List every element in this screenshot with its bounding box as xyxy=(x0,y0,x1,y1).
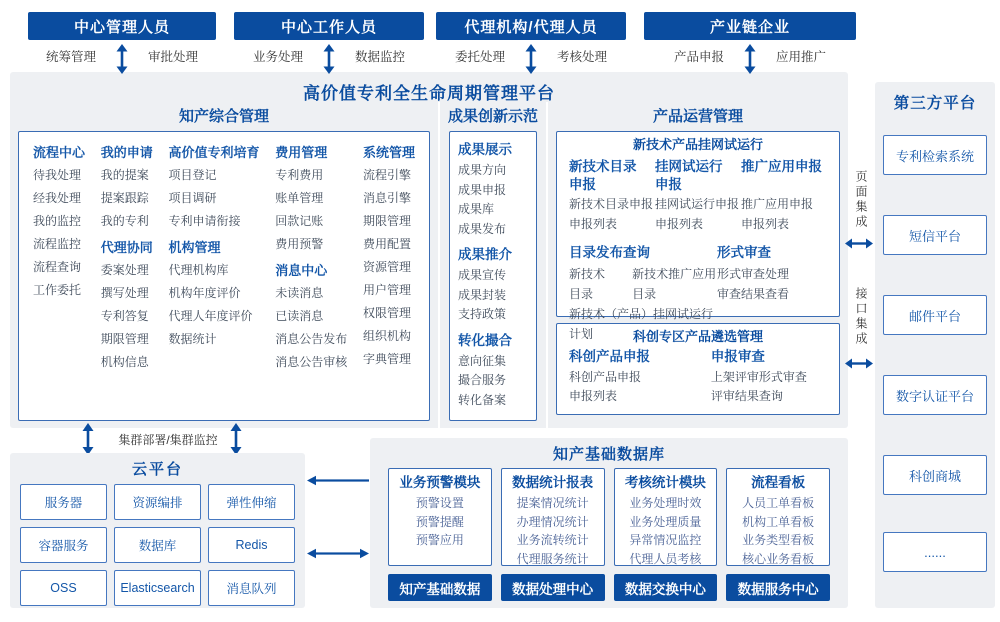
menu-item: 流程引擎 xyxy=(362,168,411,182)
menu-column xyxy=(33,138,85,414)
menu-item: 审查结果查看 xyxy=(717,287,790,301)
item-row xyxy=(569,264,717,304)
menu-group-header: 机构管理 xyxy=(168,240,221,255)
menu-group-header: 费用管理 xyxy=(275,145,328,160)
menu-group-header: 流程中心 xyxy=(33,145,86,160)
menu-group xyxy=(101,237,153,374)
menu-item: 账单管理 xyxy=(275,191,324,205)
cloud-module: 服务器 xyxy=(20,484,107,520)
menu-group xyxy=(168,237,259,351)
menu-group xyxy=(711,346,827,406)
menu-group xyxy=(741,156,827,234)
menu-item: 推广应用申报 xyxy=(741,197,814,211)
menu-item: 组织机构 xyxy=(362,329,411,343)
menu-item: 费用配置 xyxy=(362,237,411,251)
db-item: 预警应用 xyxy=(415,533,464,547)
actor-label: 考核处理 xyxy=(557,50,608,64)
cloud-grid xyxy=(10,479,305,606)
db-column xyxy=(388,468,492,601)
menu-group-header: 成果推介 xyxy=(458,247,512,262)
menu-item: 新技术目录申报 xyxy=(569,197,654,211)
menu-item: 我的监控 xyxy=(33,214,82,228)
menu-item: 成果申报 xyxy=(458,182,507,197)
db-item: 人员工单看板 xyxy=(742,496,815,510)
db-item: 提案情况统计 xyxy=(516,496,589,510)
achievement-box xyxy=(449,131,537,421)
menu-item: 字典管理 xyxy=(362,352,411,366)
api-integration-label: 接口集成 xyxy=(854,287,868,347)
actor-label: 数据监控 xyxy=(355,50,406,64)
menu-item: 专利申请衔接 xyxy=(168,214,241,228)
menu-item: 机构信息 xyxy=(100,355,149,369)
section-title: 产品运营管理 xyxy=(652,108,743,125)
cloud-module: 数据库 xyxy=(114,527,201,563)
db-item: 业务类型看板 xyxy=(742,533,815,547)
actor-label: 统筹管理 xyxy=(45,50,96,64)
menu-column xyxy=(363,138,415,414)
declare-groups xyxy=(557,156,839,234)
menu-group xyxy=(363,142,415,371)
menu-group xyxy=(569,346,711,406)
db-module-header: 考核统计模块 xyxy=(624,475,706,490)
section-product-operation xyxy=(546,102,848,428)
actor-center-managers xyxy=(28,12,216,65)
horizontal-double-arrow-icon xyxy=(845,237,873,250)
db-item: 核心业务看板 xyxy=(742,551,815,566)
cloud-module: Elasticsearch xyxy=(114,570,201,606)
cloud-module: 资源编排 xyxy=(114,484,201,520)
menu-group-header: 代理协同 xyxy=(100,240,153,255)
menu-group xyxy=(458,330,528,411)
actor-industry-enterprises xyxy=(644,12,856,65)
menu-item: 成果封装 xyxy=(458,287,507,302)
menu-item: 成果宣传 xyxy=(458,268,507,282)
menu-item: 工作委托 xyxy=(33,283,82,297)
cloud-module: OSS xyxy=(20,570,107,606)
platform-title: 高价值专利全生命周期管理平台 xyxy=(303,84,555,103)
menu-item: 回款记账 xyxy=(275,214,324,228)
actor-label: 委托处理 xyxy=(454,50,505,64)
menu-item: 我的专利 xyxy=(100,214,149,228)
menu-item: 代理人年度评价 xyxy=(168,309,253,323)
vertical-double-arrow-icon xyxy=(116,44,128,74)
db-footer-box: 数据交换中心 xyxy=(614,574,718,601)
menu-group xyxy=(655,156,741,234)
menu-item: 新技术（产品）挂网试运行计划 xyxy=(569,307,714,341)
menu-group-header: 形式审查 xyxy=(717,245,771,260)
db-module-box xyxy=(614,468,718,566)
third-party-box: 数字认证平台 xyxy=(883,375,987,415)
db-column xyxy=(614,468,718,601)
menu-item: 意向征集 xyxy=(458,353,507,368)
menu-item: 项目登记 xyxy=(168,168,217,182)
menu-group-header: 成果展示 xyxy=(458,142,512,157)
menu-item: 评审结果查询 xyxy=(710,389,783,403)
cloud-platform-title: 云平台 xyxy=(131,461,183,478)
horizontal-double-arrow-icon xyxy=(307,547,369,560)
menu-group xyxy=(33,142,85,302)
menu-item: 撮合服务 xyxy=(458,373,507,387)
db-footer-box: 数据处理中心 xyxy=(501,574,605,601)
menu-item: 已读消息 xyxy=(275,309,324,323)
db-item: 代理服务统计 xyxy=(516,551,589,566)
menu-item: 资源管理 xyxy=(362,260,411,274)
db-item: 业务流转统计 xyxy=(516,533,589,547)
sub-box-title: 新技术产品挂网试运行 xyxy=(632,137,763,152)
db-module-header: 流程看板 xyxy=(751,475,806,490)
actor-center-staff xyxy=(234,12,424,65)
menu-item: 申报列表 xyxy=(569,389,618,403)
menu-group-header: 消息中心 xyxy=(275,263,328,278)
actor-title: 中心管理人员 xyxy=(28,12,216,40)
menu-group-header: 高价值专利培育 xyxy=(168,145,260,160)
menu-group xyxy=(275,142,347,256)
menu-item: 流程查询 xyxy=(33,260,82,274)
menu-item: 新技术推广应用目录 xyxy=(632,267,717,301)
third-party-title: 第三方平台 xyxy=(893,95,977,112)
cloud-module: 容器服务 xyxy=(20,527,107,563)
menu-item: 消息公告发布 xyxy=(275,332,348,346)
menu-group-header: 系统管理 xyxy=(362,145,415,160)
platform-panel xyxy=(10,72,848,428)
menu-item: 数据统计 xyxy=(168,332,217,346)
menu-group-header: 推广应用申报 xyxy=(741,159,822,174)
menu-item: 消息引擎 xyxy=(362,191,411,205)
left-arrow-icon xyxy=(307,474,369,487)
menu-group xyxy=(101,142,153,233)
menu-item: 申报列表 xyxy=(655,217,704,231)
menu-item: 消息公告审核 xyxy=(275,355,348,369)
page-integration-label: 页面集成 xyxy=(854,170,868,230)
menu-item: 流程监控 xyxy=(33,237,82,251)
vertical-double-arrow-icon xyxy=(525,44,537,74)
actor-label: 应用推广 xyxy=(776,50,827,64)
db-footer-box: 知产基础数据 xyxy=(388,574,492,601)
platform-sections xyxy=(10,102,848,428)
actor-title: 产业链企业 xyxy=(644,12,856,40)
menu-item: 成果库 xyxy=(458,202,495,216)
menu-item: 提案跟踪 xyxy=(100,191,149,205)
db-item: 办理情况统计 xyxy=(516,514,589,529)
sub-box-title: 科创专区产品遴选管理 xyxy=(632,329,763,344)
menu-item: 支持政策 xyxy=(458,307,507,321)
cloud-module: 弹性伸缩 xyxy=(208,484,295,520)
menu-column xyxy=(275,138,347,414)
menu-item: 上架评审形式审查 xyxy=(710,370,807,384)
db-item: 机构工单看板 xyxy=(742,514,815,529)
cloud-module: Redis xyxy=(208,527,295,563)
menu-item: 挂网试运行申报 xyxy=(655,197,740,211)
menu-item: 权限管理 xyxy=(362,306,411,320)
menu-group-header: 新技术目录 申报 xyxy=(569,159,637,192)
menu-item: 科创产品申报 xyxy=(569,370,642,384)
menu-item: 未读消息 xyxy=(275,286,324,300)
db-column xyxy=(501,468,605,601)
menu-group-header: 目录发布查询 xyxy=(569,245,650,260)
cloud-module: 消息队列 xyxy=(208,570,295,606)
menu-item: 形式审查处理 xyxy=(717,267,790,281)
db-item: 代理人员考核 xyxy=(629,551,702,566)
db-column xyxy=(726,468,830,601)
menu-column xyxy=(101,138,153,414)
menu-group xyxy=(569,156,655,234)
vertical-double-arrow-icon xyxy=(82,423,94,455)
actor-agencies xyxy=(436,12,626,65)
db-module-box xyxy=(501,468,605,566)
menu-item: 我的提案 xyxy=(100,168,149,182)
db-item: 异常情况监控 xyxy=(629,533,702,547)
db-item: 预警设置 xyxy=(415,496,464,510)
db-module-box xyxy=(388,468,492,566)
db-item: 业务处理质量 xyxy=(629,514,702,529)
db-item: 预警提醒 xyxy=(415,514,464,529)
menu-group-header: 转化撮合 xyxy=(458,332,512,348)
third-party-box: 短信平台 xyxy=(883,215,987,255)
actor-label: 业务处理 xyxy=(252,50,303,64)
third-party-box: 科创商城 xyxy=(883,455,987,495)
third-party-box: 邮件平台 xyxy=(883,295,987,335)
vertical-double-arrow-icon xyxy=(323,44,335,74)
menu-item: 申报列表 xyxy=(569,217,618,231)
actor-title: 中心工作人员 xyxy=(234,12,424,40)
section-title: 知产综合管理 xyxy=(178,108,269,125)
menu-group-header: 申报审查 xyxy=(710,349,765,364)
ip-management-box xyxy=(18,131,430,421)
menu-column xyxy=(168,138,259,414)
menu-group-header: 我的申请 xyxy=(100,145,153,160)
ip-database-title: 知产基础数据库 xyxy=(552,446,665,463)
selection-groups xyxy=(557,346,839,406)
db-module-header: 业务预警模块 xyxy=(399,475,481,490)
ip-database-panel xyxy=(370,438,848,608)
menu-item: 成果发布 xyxy=(458,221,507,236)
cloud-platform-panel xyxy=(10,453,305,608)
vertical-double-arrow-icon xyxy=(230,423,242,455)
actor-label: 产品申报 xyxy=(673,50,724,64)
db-module-header: 数据统计报表 xyxy=(512,475,594,490)
menu-item: 转化备案 xyxy=(458,392,507,407)
menu-item: 机构年度评价 xyxy=(168,286,241,300)
section-achievement-innovation xyxy=(438,102,546,428)
db-module-box xyxy=(726,468,830,566)
menu-item: 期限管理 xyxy=(100,332,149,346)
menu-group xyxy=(458,244,528,325)
menu-item: 专利费用 xyxy=(275,168,324,182)
third-party-panel xyxy=(875,82,995,608)
menu-item: 用户管理 xyxy=(362,283,411,297)
menu-item: 经我处理 xyxy=(33,191,82,205)
menu-item: 费用预警 xyxy=(275,237,324,251)
menu-group xyxy=(168,142,259,233)
horizontal-double-arrow-icon xyxy=(845,357,873,370)
db-footer-box: 数据服务中心 xyxy=(726,574,830,601)
third-party-box: 专利检索系统 xyxy=(883,135,987,175)
section-title: 成果创新示范 xyxy=(447,108,538,125)
menu-item: 期限管理 xyxy=(362,214,411,228)
menu-item: 待我处理 xyxy=(33,168,82,182)
menu-item: 项目调研 xyxy=(168,191,217,205)
menu-group-header: 挂网试运行 申报 xyxy=(655,159,723,192)
menu-item: 新技术目录 xyxy=(569,267,606,301)
menu-item: 代理机构库 xyxy=(168,263,229,277)
cluster-label: 集群部署/集群监控 xyxy=(118,433,218,447)
menu-item: 成果方向 xyxy=(458,163,507,177)
actor-label: 审批处理 xyxy=(148,50,199,64)
menu-item: 申报列表 xyxy=(741,217,790,231)
section-ip-management xyxy=(10,102,438,428)
menu-item: 撰写处理 xyxy=(100,286,149,300)
menu-item: 专利答复 xyxy=(100,309,149,323)
third-party-box: ...... xyxy=(883,532,987,572)
menu-group xyxy=(458,139,528,239)
menu-group xyxy=(275,260,347,374)
menu-group-header: 科创产品申报 xyxy=(569,349,650,364)
db-columns xyxy=(370,464,848,601)
menu-item: 委案处理 xyxy=(100,263,149,277)
vertical-double-arrow-icon xyxy=(744,44,756,74)
db-item: 业务处理时效 xyxy=(629,496,702,510)
actor-title: 代理机构/代理人员 xyxy=(436,12,626,40)
